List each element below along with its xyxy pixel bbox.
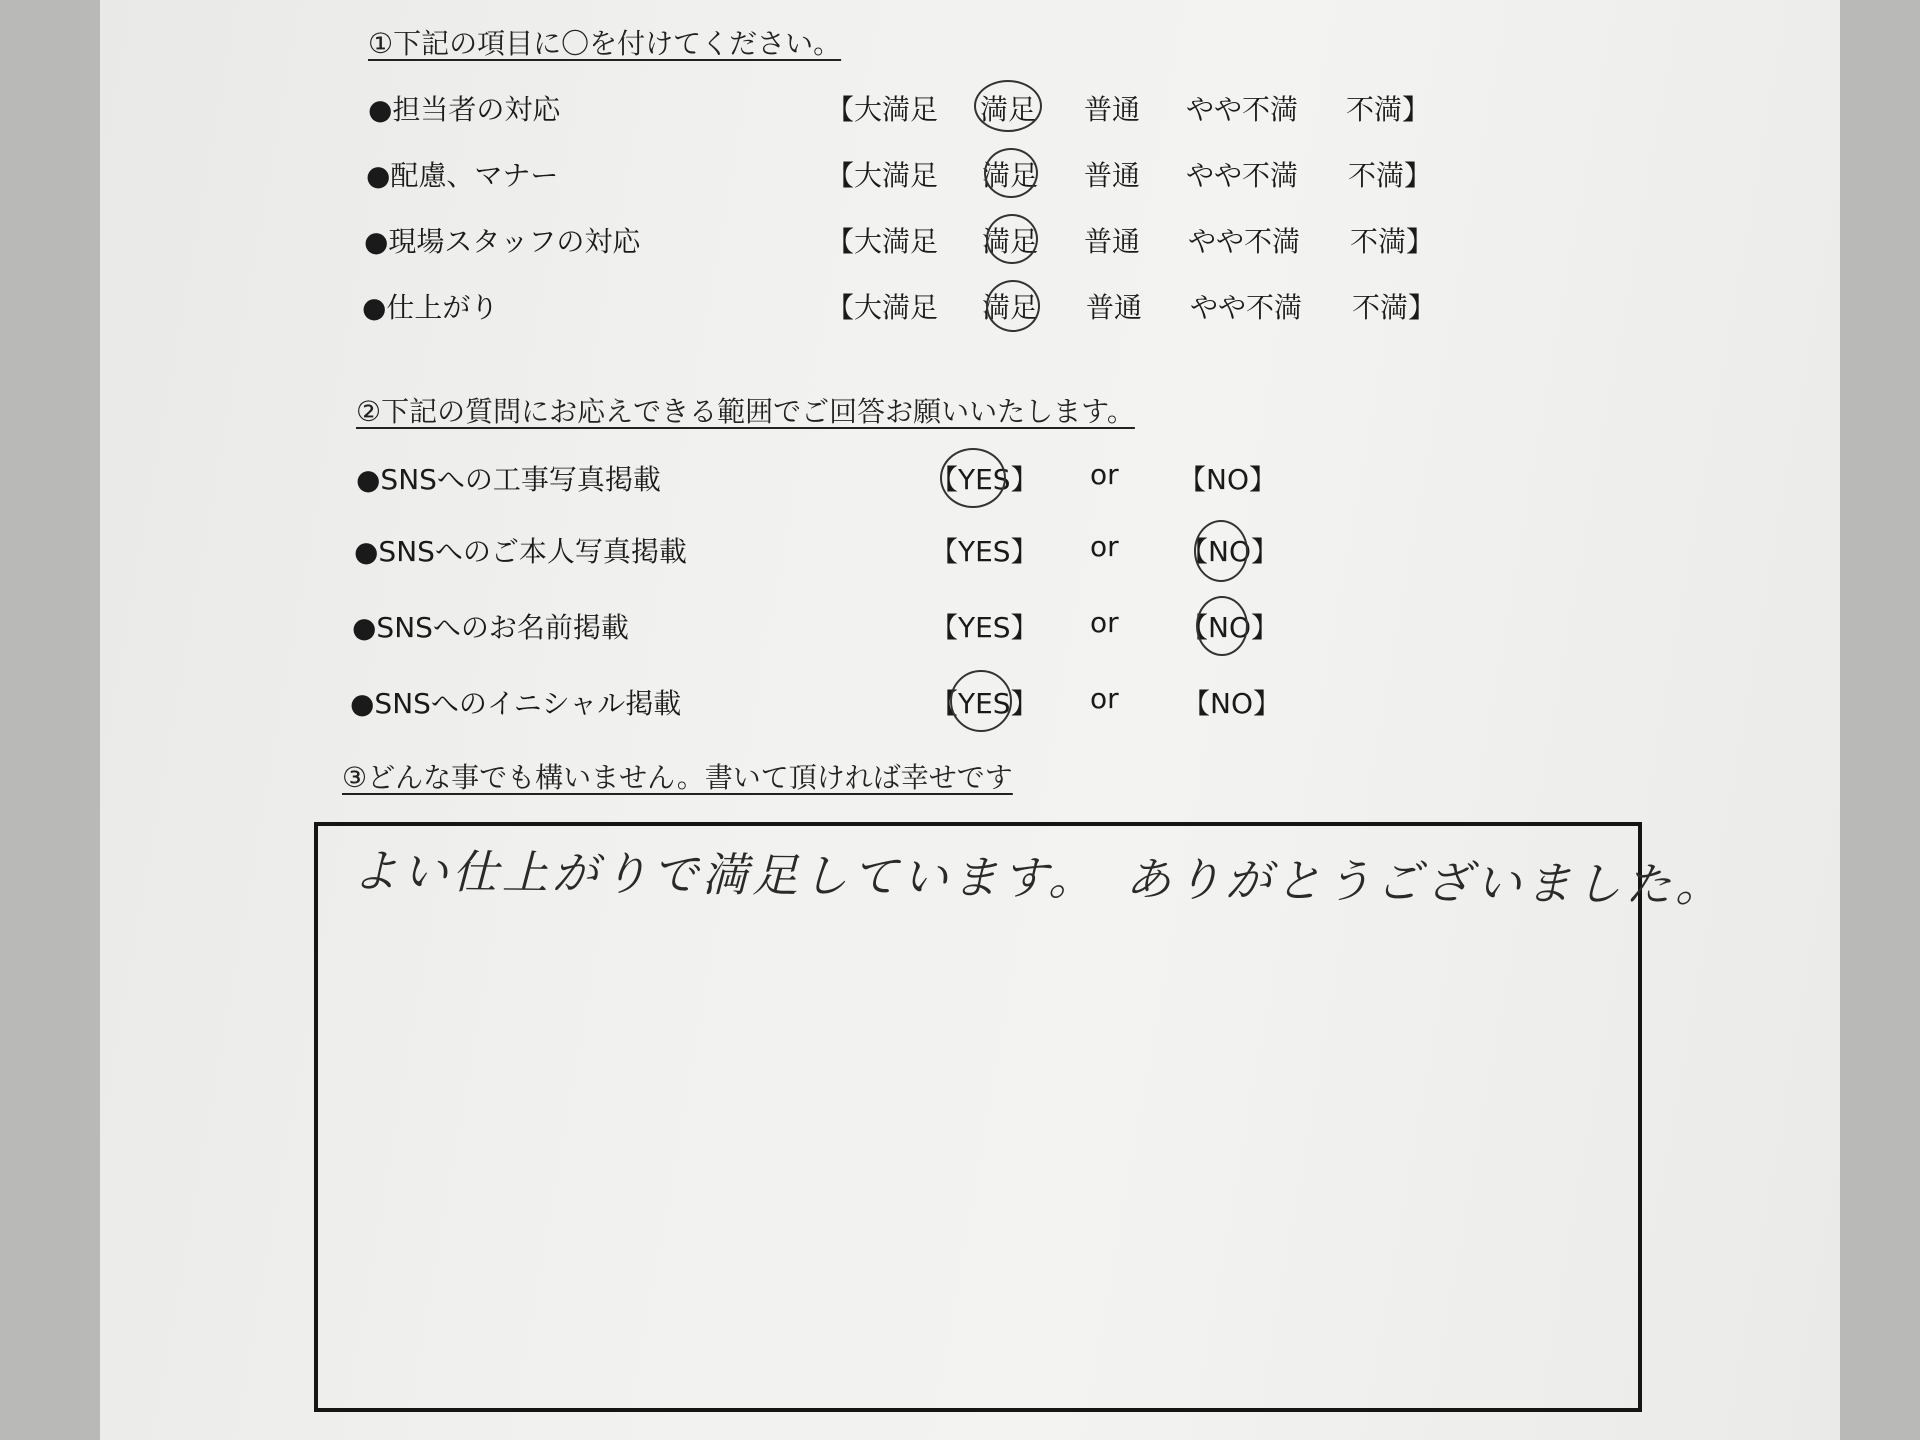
option-no[interactable]: 【NO】 <box>1178 463 1277 496</box>
option-yes[interactable]: 【YES】 <box>930 463 1039 496</box>
option-or: or <box>1090 606 1119 639</box>
rating-row-label: ●仕上がり <box>362 291 499 324</box>
section1-heading: ①下記の項目に〇を付けてください。 <box>368 27 842 60</box>
option-or: or <box>1090 530 1119 563</box>
option-yes[interactable]: 【YES】 <box>930 611 1039 644</box>
option-dai-manzoku[interactable]: 【大満足 <box>826 291 939 324</box>
handwritten-comment: よい仕上がりで満足しています。 ありがとうございました。 <box>351 843 1726 913</box>
option-fuman[interactable]: 不満】 <box>1350 225 1435 258</box>
option-fuman[interactable]: 不満】 <box>1346 93 1431 126</box>
rating-row-label: ●現場スタッフの対応 <box>364 225 641 258</box>
option-or: or <box>1090 458 1119 491</box>
option-futsu[interactable]: 普通 <box>1084 93 1141 126</box>
option-manzoku[interactable]: 満足 <box>982 159 1039 192</box>
option-futsu[interactable]: 普通 <box>1084 225 1141 258</box>
sns-row-label: ●SNSへのお名前掲載 <box>352 611 629 644</box>
option-manzoku[interactable]: 満足 <box>980 93 1037 126</box>
sns-row-label: ●SNSへの工事写真掲載 <box>356 463 661 496</box>
option-manzoku[interactable]: 満足 <box>982 291 1039 324</box>
option-yes[interactable]: 【YES】 <box>930 687 1039 720</box>
option-or: or <box>1090 682 1119 715</box>
option-yes[interactable]: 【YES】 <box>930 535 1039 568</box>
option-manzoku[interactable]: 満足 <box>982 225 1039 258</box>
option-yaya-fuman[interactable]: やや不満 <box>1190 291 1303 324</box>
option-dai-manzoku[interactable]: 【大満足 <box>826 225 939 258</box>
option-fuman[interactable]: 不満】 <box>1348 159 1433 192</box>
option-no[interactable]: 【NO】 <box>1180 611 1279 644</box>
option-no[interactable]: 【NO】 <box>1182 687 1281 720</box>
section3-heading: ③どんな事でも構いません。書いて頂ければ幸せです <box>342 761 1013 794</box>
option-no[interactable]: 【NO】 <box>1180 535 1279 568</box>
option-dai-manzoku[interactable]: 【大満足 <box>826 93 939 126</box>
option-dai-manzoku[interactable]: 【大満足 <box>826 159 939 192</box>
option-futsu[interactable]: 普通 <box>1084 159 1141 192</box>
option-fuman[interactable]: 不満】 <box>1352 291 1437 324</box>
rating-row-label: ●担当者の対応 <box>368 93 561 126</box>
sns-row-label: ●SNSへのご本人写真掲載 <box>354 535 687 568</box>
option-yaya-fuman[interactable]: やや不満 <box>1186 93 1299 126</box>
option-yaya-fuman[interactable]: やや不満 <box>1188 225 1301 258</box>
sns-row-label: ●SNSへのイニシャル掲載 <box>350 687 682 720</box>
option-yaya-fuman[interactable]: やや不満 <box>1186 159 1299 192</box>
option-futsu[interactable]: 普通 <box>1086 291 1143 324</box>
section2-heading: ②下記の質問にお応えできる範囲でご回答お願いいたします。 <box>356 395 1135 428</box>
rating-row-label: ●配慮、マナー <box>366 159 559 192</box>
